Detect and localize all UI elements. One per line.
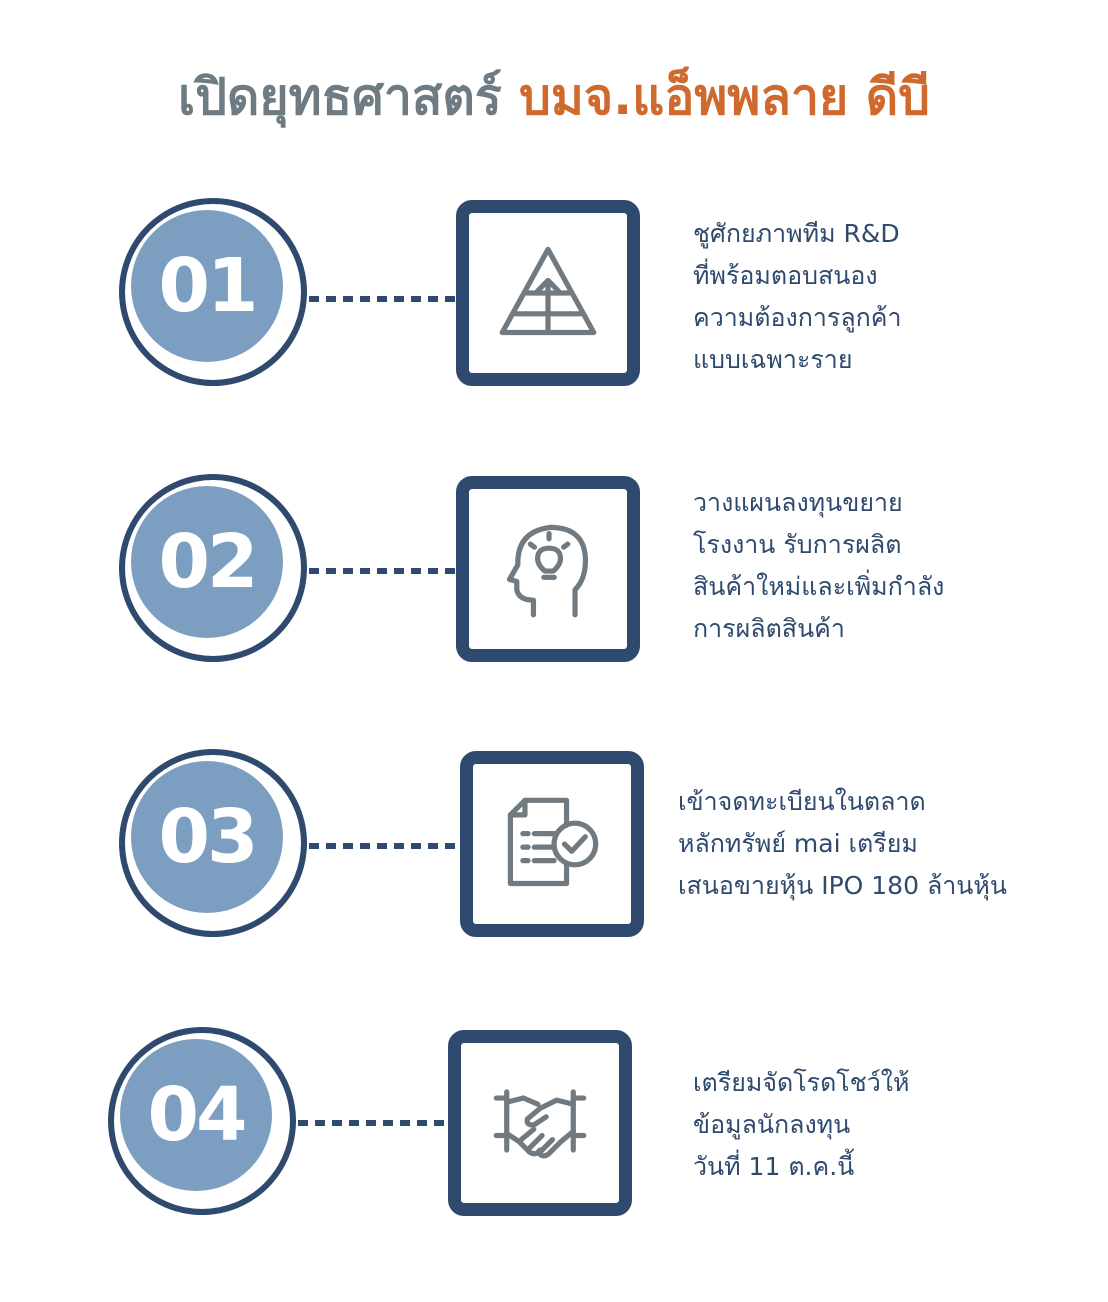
description-line: วันที่ 11 ต.ค.นี้ [693, 1152, 855, 1181]
description-line: ข้อมูลนักลงทุน [693, 1110, 851, 1139]
step-number-badge [119, 474, 307, 662]
step-number: 04 [147, 1072, 245, 1158]
description-line: เตรียมจัดโรดโชว์ให้ [693, 1068, 910, 1097]
step-description [678, 781, 1007, 907]
description-line: เสนอขายหุ้น IPO 180 ล้านหุ้น [678, 871, 1007, 900]
pyramid-arrow-icon [496, 241, 600, 345]
description-line: หลักทรัพย์ mai เตรียม [678, 829, 918, 858]
description-line: ความต้องการลูกค้า [693, 303, 902, 332]
dotted-connector [309, 843, 463, 849]
document-check-icon [500, 792, 604, 896]
description-line: ชูศักยภาพทีม R&D [693, 219, 900, 248]
step-description [693, 1062, 909, 1188]
step-number-badge [108, 1027, 296, 1215]
step-description [693, 213, 902, 381]
icon-box [460, 751, 644, 937]
description-line: สินค้าใหม่และเพิ่มกำลัง [693, 572, 945, 601]
icon-box [448, 1030, 632, 1216]
description-line: วางแผนลงทุนขยาย [693, 488, 903, 517]
page-title-part-1: เปิดยุทธศาสตร์ [178, 68, 502, 126]
dotted-connector [298, 1120, 450, 1126]
step-4 [0, 1027, 1108, 1227]
head-lightbulb-icon [496, 517, 600, 621]
page-title [0, 62, 1108, 132]
step-number: 01 [158, 243, 256, 329]
step-3 [0, 749, 1108, 949]
description-line: ที่พร้อมตอบสนอง [693, 261, 878, 290]
description-line: โรงงาน รับการผลิต [693, 530, 902, 559]
step-number: 03 [158, 794, 256, 880]
page-title-part-2: บมจ.แอ็พพลาย ดีบี [519, 68, 930, 126]
step-number-badge [119, 749, 307, 937]
description-line: แบบเฉพาะราย [693, 345, 853, 374]
icon-box [456, 200, 640, 386]
step-number-badge [119, 198, 307, 386]
step-1 [0, 198, 1108, 398]
step-number: 02 [158, 519, 256, 605]
step-description [693, 482, 944, 650]
dotted-connector [309, 296, 459, 302]
description-line: การผลิตสินค้า [693, 614, 845, 643]
icon-box [456, 476, 640, 662]
step-2 [0, 474, 1108, 674]
description-line: เข้าจดทะเบียนในตลาด [678, 787, 926, 816]
handshake-icon [488, 1071, 592, 1175]
dotted-connector [309, 568, 459, 574]
